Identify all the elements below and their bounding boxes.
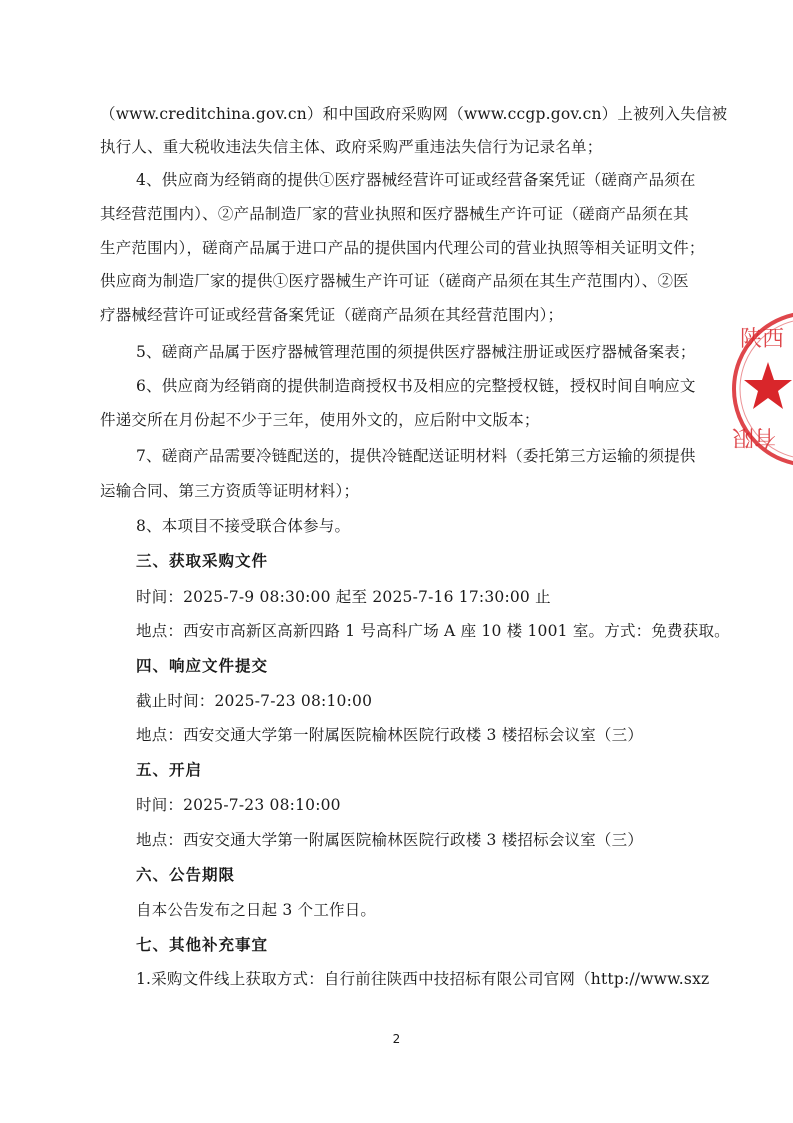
text-line: 运输合同、第三方资质等证明材料）； xyxy=(100,482,360,500)
text-line: 6、供应商为经销商的提供制造商授权书及相应的完整授权链，授权时间自响应文 xyxy=(136,377,696,395)
text-line: （www.creditchina.gov.cn）和中国政府采购网（www.ccgp.gov.cn）上被列入失信被 xyxy=(100,105,728,123)
text-line: 执行人、重大税收违法失信主体、政府采购严重违法失信行为记录名单； xyxy=(100,138,603,156)
company-seal xyxy=(728,304,793,474)
text-line: 其经营范围内）、②产品制造厂家的营业执照和医疗器械生产许可证（磋商产品须在其 xyxy=(100,205,689,223)
section-heading: 三、获取采购文件 xyxy=(136,551,269,570)
text-line: 地点：西安交通大学第一附属医院榆林医院行政楼 3 楼招标会议室（三） xyxy=(136,831,644,849)
text-line: 4、供应商为经销商的提供①医疗器械经营许可证或经营备案凭证（磋商产品须在 xyxy=(136,171,696,189)
section-heading: 七、其他补充事宜 xyxy=(136,935,269,954)
seal-stamp-icon xyxy=(728,304,793,474)
text-line: 疗器械经营许可证或经营备案凭证（磋商产品须在其经营范围内）； xyxy=(100,306,564,324)
text-line: 截止时间：2025-7-23 08:10:00 xyxy=(136,692,373,710)
text-line: 生产范围内），磋商产品属于进口产品的提供国内代理公司的营业执照等相关证明文件； xyxy=(100,239,705,257)
section-heading: 四、响应文件提交 xyxy=(136,656,269,675)
seal-text-bottom: 有限 xyxy=(731,424,776,449)
section-heading: 五、开启 xyxy=(136,760,203,779)
text-line: 1.采购文件线上获取方式：自行前往陕西中技招标有限公司官网（http://www.sxz xyxy=(136,970,710,988)
text-line: 时间：2025-7-9 08:30:00 起至 2025-7-16 17:30:00 止 xyxy=(136,588,551,606)
text-line: 地点：西安交通大学第一附属医院榆林医院行政楼 3 楼招标会议室（三） xyxy=(136,726,644,744)
text-line: 供应商为制造厂家的提供①医疗器械生产许可证（磋商产品须在其生产范围内）、②医 xyxy=(100,272,689,290)
text-line: 时间：2025-7-23 08:10:00 xyxy=(136,796,341,814)
seal-text-top: 陕西 xyxy=(740,327,785,352)
text-line: 8、本项目不接受联合体参与。 xyxy=(136,517,351,535)
page-number: 2 xyxy=(392,1032,401,1046)
text-line: 地点：西安市高新区高新四路 1 号高科广场 A 座 10 楼 1001 室。方式：免费获取。 xyxy=(136,622,730,640)
text-line: 件递交所在月份起不少于三年，使用外文的，应后附中文版本； xyxy=(100,411,540,429)
text-line: 7、磋商产品需要冷链配送的，提供冷链配送证明材料（委托第三方运输的须提供 xyxy=(136,447,696,465)
section-heading: 六、公告期限 xyxy=(136,865,236,884)
text-line: 自本公告发布之日起 3 个工作日。 xyxy=(136,901,377,919)
text-line: 5、磋商产品属于医疗器械管理范围的须提供医疗器械注册证或医疗器械备案表； xyxy=(136,343,696,361)
